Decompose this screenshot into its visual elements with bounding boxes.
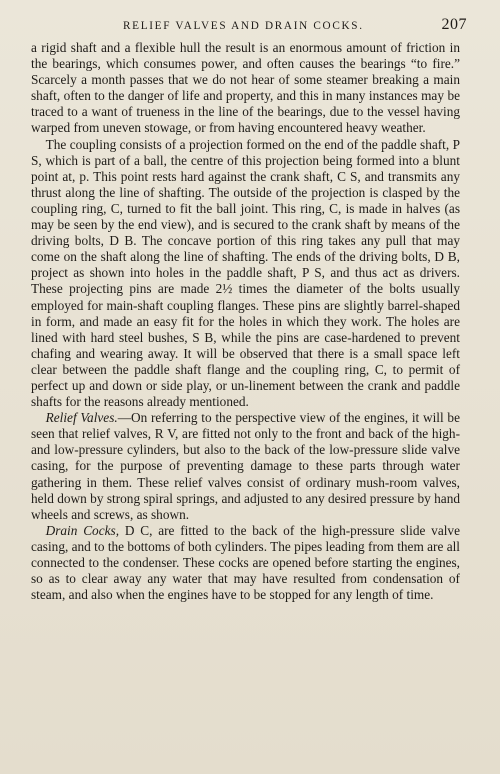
- drain-cocks-text: D C, are fitted to the back of the high-pressure slide valve casing, and to the bottoms of both cylinders. The pipes leading from them are all connected to the condenser. These cocks are opened before starting the engines, so as to clear away any water that may have resulted from condensation of steam, and also when the engines have to be stopped for any length of time.: [31, 522, 460, 603]
- running-title: RELIEF VALVES AND DRAIN COCKS.: [123, 20, 364, 32]
- paragraph-coupling: The coupling consists of a projection formed on the end of the paddle shaft, P S, which is part of a ball, the centre of this projection being formed into a blunt point at, p. This point rests hard against the crank shaft, C S, and transmits any thrust along the line of shafting. The outside of the projection is clasped by the coupling ring, C, turned to fit the ball joint. This ring, C, is made in halves (as may be seen by the end view), and is secured to the crank shaft by means of the driving bolts, D B. The concave portion of this ring takes any pull that may come on the shaft along the line of shafting. The ends of the driving bolts, D B, project as shown into holes in the paddle shaft, P S, and thus act as drivers. These projecting pins are made 2½ times the diameter of the bolts usually employed for main-shaft coupling flanges. These pins are slightly barrel-shaped in form, and made an easy fit for the holes in which they work. The holes are lined with hard steel bushes, S B, while the pins are case-hardened to prevent chafing and wearing away. It will be observed that there is a small space left clear between the paddle shaft flange and the coupling ring, C, to permit of perfect up and down or side play, or un-linement between the crank and paddle shafts for the reasons already mentioned.: [31, 136, 460, 410]
- paragraph-continued: a rigid shaft and a flexible hull the result is an enormous amount of friction in the bearings, which consumes power, and often causes the bearings “to fire.” Scarcely a month passes that we do not hear of some steamer breaking a main shaft, often to the danger of life and property, and this in many instances may be traced to a want of trueness in the line of the bearings, due to the vessel having warped from uneven stowage, or from having encountered heavy weather.: [31, 40, 460, 136]
- side-heading-drain-cocks: Drain Cocks,: [45, 522, 120, 538]
- page-number: 207: [441, 16, 467, 33]
- running-header: [31, 14, 467, 38]
- relief-valves-text: —On referring to the perspective view of the engines, it will be seen that relief valves, R V, are fitted not only to the front and back of the high- and low-pressure cylinders, but also to the back of the low-pressure slide valve casing, for the purpose of preventing damage to these parts through water gathering in them. These relief valves consist of ordinary mush-room valves, held down by strong spiral springs, and adjusted to any desired pressure by hand wheels and screws, as shown.: [31, 410, 460, 522]
- paragraph-drain-cocks: [31, 523, 460, 603]
- paragraph-relief-valves: [31, 410, 460, 523]
- side-heading-relief-valves: Relief Valves.: [45, 410, 118, 426]
- body-text: [31, 40, 460, 603]
